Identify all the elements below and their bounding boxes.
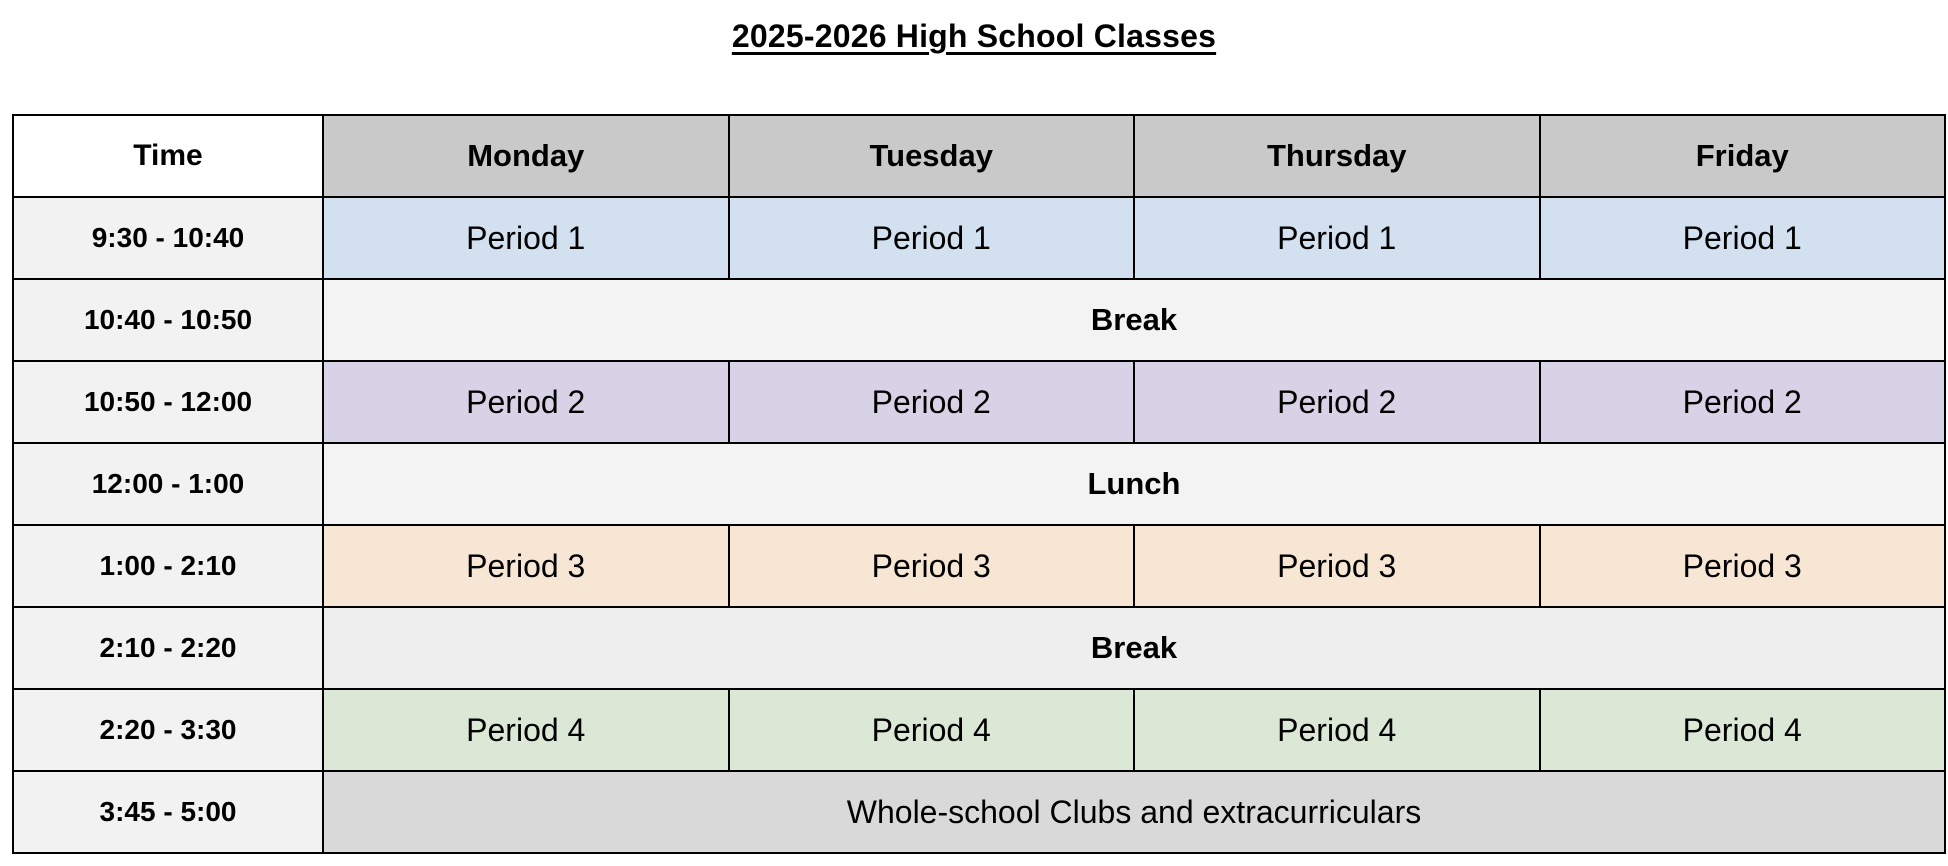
period-cell: Period 2 xyxy=(1134,361,1540,443)
period-cell: Period 1 xyxy=(729,197,1135,279)
period-cell: Period 3 xyxy=(1540,525,1946,607)
time-cell: 10:50 - 12:00 xyxy=(13,361,323,443)
period-cell: Period 1 xyxy=(323,197,729,279)
period-cell: Period 1 xyxy=(1540,197,1946,279)
period-cell: Period 4 xyxy=(1134,689,1540,771)
time-cell: 9:30 - 10:40 xyxy=(13,197,323,279)
clubs-cell: Whole-school Clubs and extracurriculars xyxy=(323,771,1945,853)
time-cell: 2:10 - 2:20 xyxy=(13,607,323,689)
header-row xyxy=(13,115,1945,197)
period-cell: Period 4 xyxy=(1540,689,1946,771)
period-cell: Period 4 xyxy=(323,689,729,771)
column-header-tuesday: Tuesday xyxy=(729,115,1135,197)
table-row xyxy=(13,525,1945,607)
time-cell: 2:20 - 3:30 xyxy=(13,689,323,771)
time-cell: 12:00 - 1:00 xyxy=(13,443,323,525)
period-cell: Period 1 xyxy=(1134,197,1540,279)
table-row xyxy=(13,279,1945,361)
period-cell: Period 3 xyxy=(323,525,729,607)
table-row xyxy=(13,443,1945,525)
lunch-cell: Lunch xyxy=(323,443,1945,525)
column-header-friday: Friday xyxy=(1540,115,1946,197)
period-cell: Period 2 xyxy=(1540,361,1946,443)
break-cell: Break xyxy=(323,279,1945,361)
time-cell: 10:40 - 10:50 xyxy=(13,279,323,361)
period-cell: Period 3 xyxy=(729,525,1135,607)
table-row xyxy=(13,361,1945,443)
table-row xyxy=(13,771,1945,853)
table-row xyxy=(13,197,1945,279)
column-header-time: Time xyxy=(13,115,323,197)
period-cell: Period 3 xyxy=(1134,525,1540,607)
page-title: 2025-2026 High School Classes xyxy=(731,18,1217,54)
schedule-table xyxy=(12,114,1946,854)
column-header-thursday: Thursday xyxy=(1134,115,1540,197)
time-cell: 1:00 - 2:10 xyxy=(13,525,323,607)
column-header-monday: Monday xyxy=(323,115,729,197)
time-cell: 3:45 - 5:00 xyxy=(13,771,323,853)
period-cell: Period 2 xyxy=(323,361,729,443)
table-row xyxy=(13,607,1945,689)
table-row xyxy=(13,689,1945,771)
break-cell: Break xyxy=(323,607,1945,689)
period-cell: Period 2 xyxy=(729,361,1135,443)
period-cell: Period 4 xyxy=(729,689,1135,771)
